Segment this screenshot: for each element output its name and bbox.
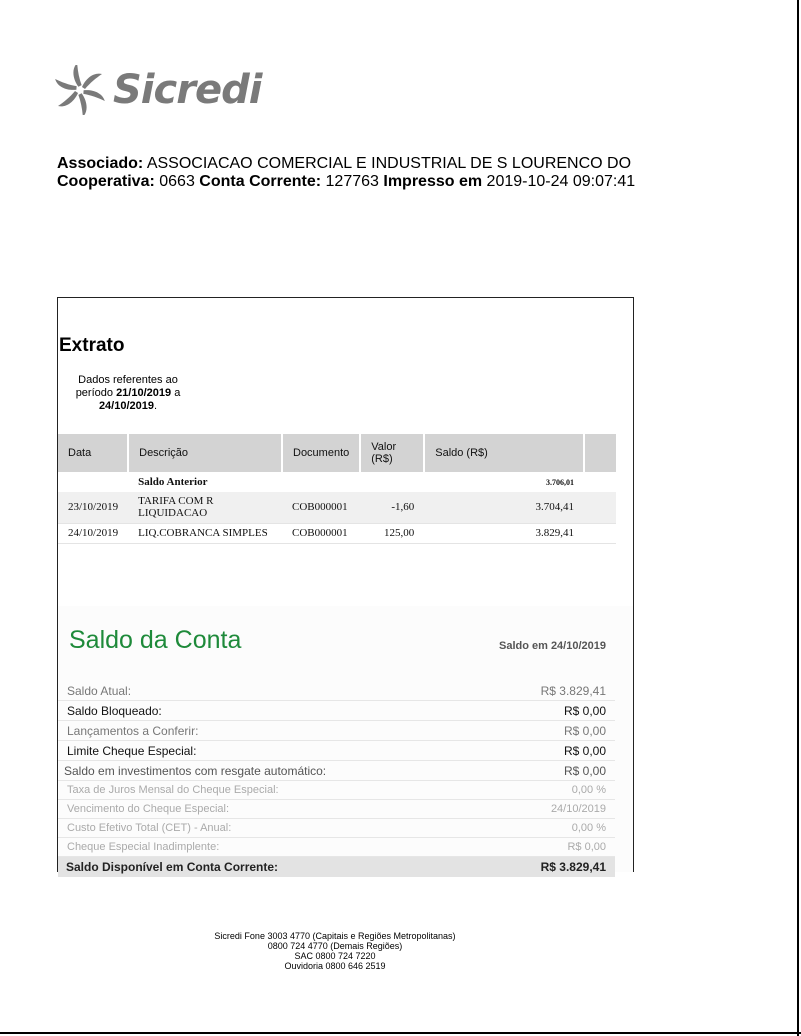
col-documento: Documento — [282, 434, 360, 472]
row-descricao: LIQ.COBRANCA SIMPLES — [128, 523, 282, 543]
row-valor: -1,60 — [360, 492, 424, 523]
row-data: 23/10/2019 — [58, 492, 128, 523]
balance-value: 0,00 % — [571, 822, 606, 834]
conta-value: 127763 — [325, 173, 379, 190]
extrato-title: Extrato — [59, 335, 125, 356]
table-header-row — [58, 434, 616, 472]
sicredi-logo — [55, 62, 261, 118]
balance-value: R$ 3.829,41 — [540, 683, 606, 698]
balance-row-vencimento — [58, 800, 615, 819]
balance-value: R$ 0,00 — [563, 723, 606, 738]
period-suffix: . — [154, 400, 158, 412]
footer-line-phone: Sicredi Fone 3003 4770 (Capitais e Regiões Metropolitanas) — [214, 931, 456, 941]
associado-line — [57, 155, 635, 173]
extrato-box — [57, 297, 634, 872]
period-prefix: Dados referentes ao período — [75, 374, 178, 399]
row-documento: COB000001 — [282, 523, 360, 543]
col-saldo: Saldo (R$) — [424, 434, 584, 472]
balance-list — [58, 681, 615, 877]
balance-label: Custo Efetivo Total (CET) - Anual: — [67, 822, 232, 834]
balance-row-disponivel — [58, 857, 615, 877]
balance-row-inadimplente — [58, 838, 615, 857]
transactions-table — [58, 434, 616, 544]
saldo-anterior-value: 3.706,01 — [424, 472, 584, 492]
balance-value: R$ 0,00 — [563, 743, 606, 758]
saldo-title: Saldo da Conta — [69, 626, 242, 654]
row-documento: COB000001 — [282, 492, 360, 523]
cooperativa-label: Cooperativa: — [57, 173, 155, 190]
balance-label: Saldo Atual: — [67, 683, 132, 698]
associado-value: ASSOCIACAO COMERCIAL E INDUSTRIAL DE S LOURENCO DO — [146, 155, 632, 172]
account-header — [57, 155, 635, 191]
balance-row-lancamentos — [58, 721, 615, 741]
footer-contacts — [180, 931, 490, 971]
sicredi-pinwheel-icon — [55, 65, 105, 115]
footer-line-0800: 0800 724 4770 (Demais Regiões) — [267, 941, 403, 951]
saldo-anterior-label: Saldo Anterior — [128, 472, 282, 492]
row-saldo: 3.704,41 — [424, 492, 584, 523]
table-row — [58, 492, 616, 523]
balance-label: Limite Cheque Especial: — [67, 743, 197, 758]
row-saldo: 3.829,41 — [424, 523, 584, 543]
balance-row-saldo-bloqueado — [58, 701, 615, 721]
period-end: 24/10/2019 — [98, 400, 154, 412]
balance-value: R$ 0,00 — [563, 763, 606, 778]
col-valor: Valor (R$) — [360, 434, 424, 472]
brand-name: Sicredi — [113, 67, 262, 113]
period-mid: a — [174, 387, 181, 399]
col-descricao: Descrição — [128, 434, 282, 472]
saldo-anterior-row — [58, 472, 616, 492]
footer-line-ouvidoria: Ouvidoria 0800 646 2519 — [284, 961, 386, 971]
row-valor: 125,00 — [360, 523, 424, 543]
table-row — [58, 523, 616, 543]
saldo-date: Saldo em 24/10/2019 — [498, 640, 606, 652]
balance-row-limite-cheque — [58, 741, 615, 761]
balance-value: R$ 3.829,41 — [540, 860, 606, 874]
account-line — [57, 173, 635, 191]
balance-value: 24/10/2019 — [550, 803, 606, 815]
balance-label: Saldo Disponível em Conta Corrente: — [66, 860, 279, 874]
impresso-value: 2019-10-24 09:07:41 — [486, 173, 636, 190]
balance-label: Saldo em investimentos com resgate automático: — [64, 763, 327, 778]
period-start: 21/10/2019 — [116, 387, 172, 399]
balance-row-cet — [58, 819, 615, 838]
balance-label: Cheque Especial Inadimplente: — [67, 841, 220, 853]
col-data: Data — [58, 434, 128, 472]
page-border-right — [797, 0, 799, 1036]
balance-label: Taxa de Juros Mensal do Cheque Especial: — [67, 784, 279, 796]
cooperativa-value: 0663 — [159, 173, 195, 190]
balance-value: 0,00 % — [571, 784, 606, 796]
footer-line-sac: SAC 0800 724 7220 — [294, 951, 376, 961]
balance-label: Lançamentos a Conferir: — [67, 723, 199, 738]
balance-value: R$ 0,00 — [563, 703, 606, 718]
balance-label: Saldo Bloqueado: — [67, 703, 162, 718]
row-data: 24/10/2019 — [58, 523, 128, 543]
saldo-panel — [58, 606, 633, 872]
associado-label: Associado: — [57, 155, 144, 172]
row-descricao: TARIFA COM R LIQUIDACAO — [128, 492, 282, 523]
col-spacer — [584, 434, 616, 472]
balance-label: Vencimento do Cheque Especial: — [67, 803, 230, 815]
balance-value: R$ 0,00 — [567, 841, 606, 853]
conta-label: Conta Corrente: — [199, 173, 322, 190]
period-info — [68, 374, 188, 413]
page-border-bottom — [0, 1032, 801, 1034]
balance-row-investimentos — [58, 761, 615, 781]
balance-row-saldo-atual — [58, 681, 615, 701]
impresso-label: Impresso em — [383, 173, 483, 190]
balance-row-taxa-juros — [58, 781, 615, 800]
